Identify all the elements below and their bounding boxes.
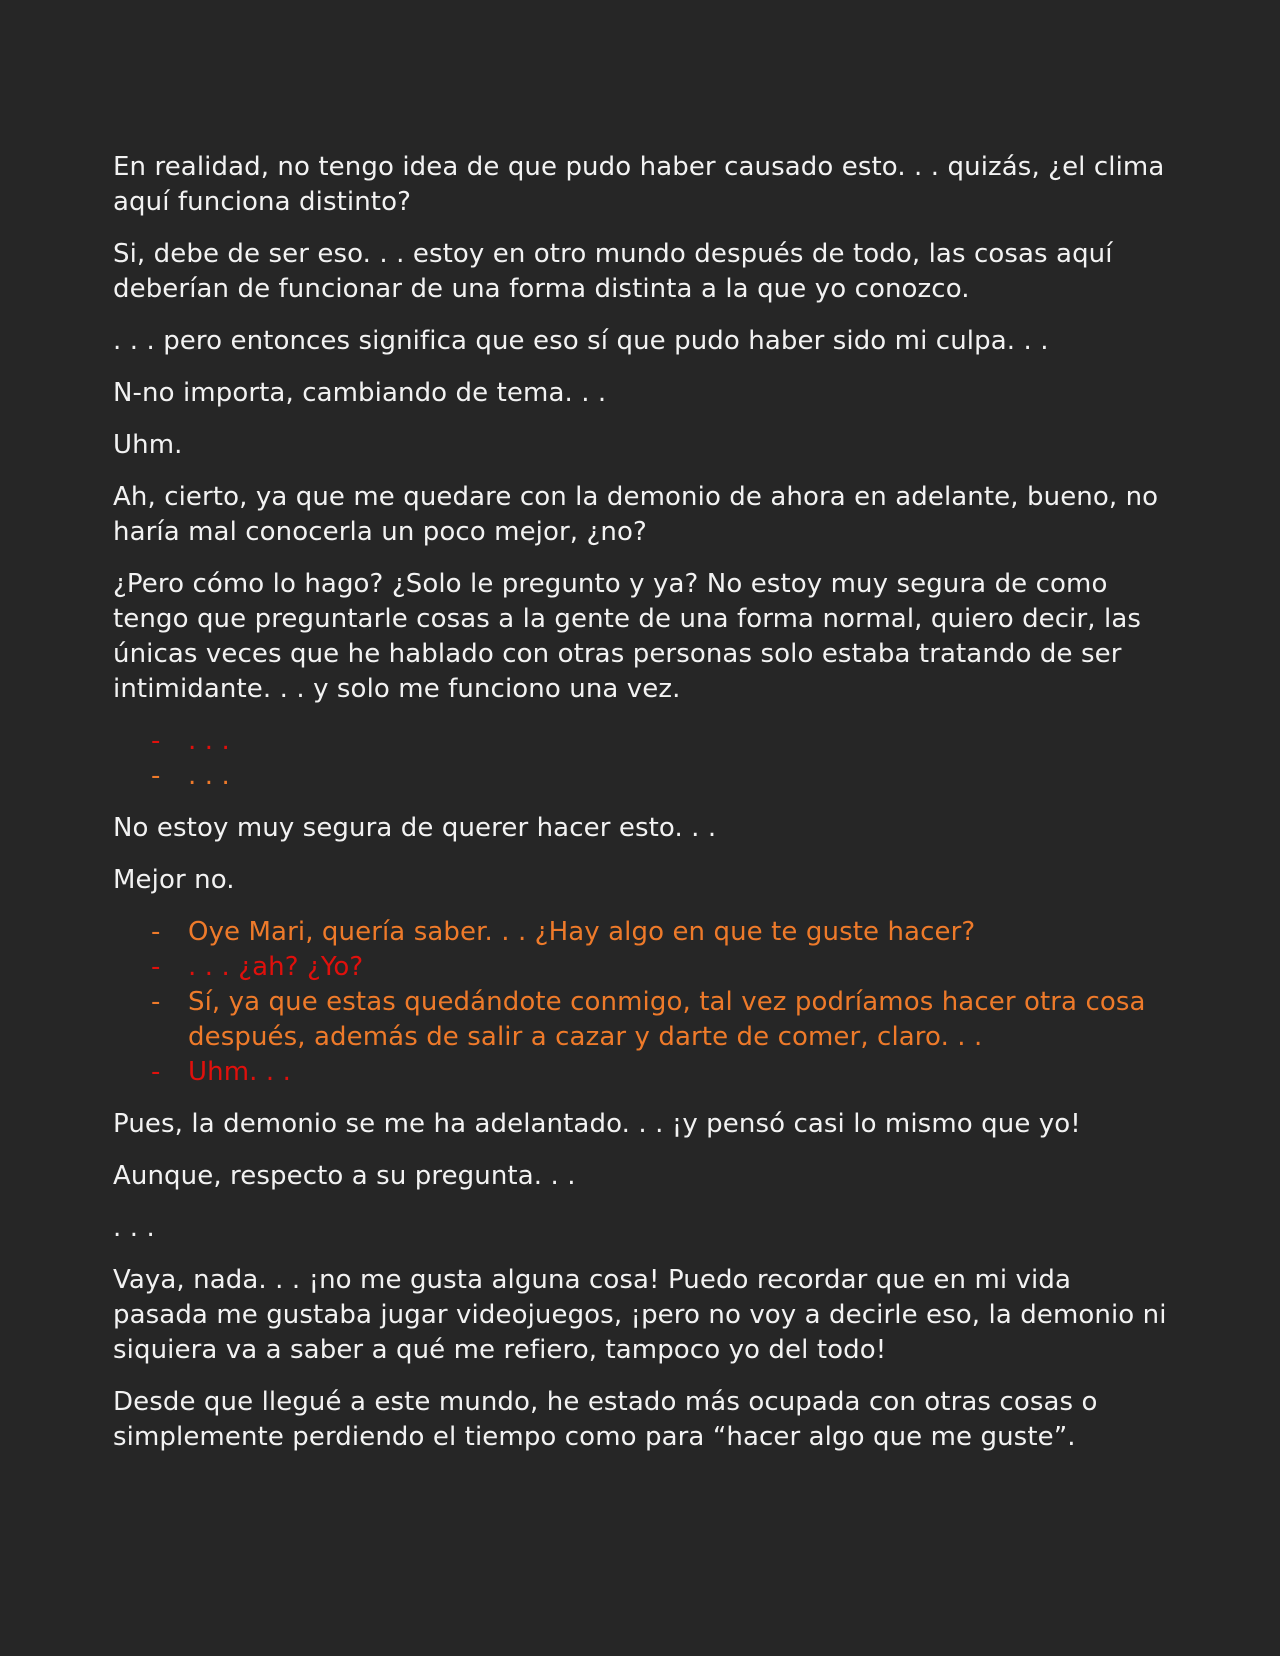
dialogue-text: . . . bbox=[188, 761, 230, 791]
dialogue-line bbox=[151, 759, 1173, 794]
paragraph: Ah, cierto, ya que me quedare con la demonio de ahora en adelante, bueno, no haría mal conocerla un poco mejor, ¿no? bbox=[113, 482, 1159, 547]
dialogue-text: Uhm. . . bbox=[188, 1057, 291, 1087]
paragraph: En realidad, no tengo idea de que pudo haber causado esto. . . quizás, ¿el clima aquí funciona distinto? bbox=[113, 152, 1165, 217]
dialogue-line bbox=[151, 985, 1173, 1055]
dialogue-text: . . . ¿ah? ¿Yo? bbox=[188, 952, 364, 982]
dialogue-text: Sí, ya que estas quedándote conmigo, tal vez podríamos hacer otra cosa después, además de salir a cazar y darte de comer, claro. . . bbox=[188, 987, 1146, 1052]
dialogue-dash: - bbox=[151, 917, 161, 947]
paragraph: Si, debe de ser eso. . . estoy en otro mundo después de todo, las cosas aquí deberían de funcionar de una forma distinta a la que yo conozco. bbox=[113, 239, 1113, 304]
paragraph: Vaya, nada. . . ¡no me gusta alguna cosa! Puedo recordar que en mi vida pasada me gustaba jugar videojuegos, ¡pero no voy a decirle eso, la demonio ni siquiera va a saber a qué me refiero, tampoco yo del todo! bbox=[113, 1265, 1167, 1365]
dialogue-line bbox=[151, 724, 1173, 759]
dialogue-dash: - bbox=[151, 1057, 161, 1087]
dialogue-text: . . . bbox=[188, 726, 230, 756]
paragraph: . . . pero entonces significa que eso sí que pudo haber sido mi culpa. . . bbox=[113, 326, 1049, 356]
paragraph: . . . bbox=[113, 1213, 155, 1243]
paragraph: Aunque, respecto a su pregunta. . . bbox=[113, 1161, 576, 1191]
paragraph: Pues, la demonio se me ha adelantado. . . ¡y pensó casi lo mismo que yo! bbox=[113, 1109, 1081, 1139]
dialogue-dash: - bbox=[151, 761, 161, 791]
paragraph: Uhm. bbox=[113, 430, 183, 460]
dialogue-block bbox=[113, 724, 1173, 794]
paragraph: N-no importa, cambiando de tema. . . bbox=[113, 378, 607, 408]
paragraph: No estoy muy segura de querer hacer esto. . . bbox=[113, 813, 717, 843]
dialogue-text: Oye Mari, quería saber. . . ¿Hay algo en que te guste hacer? bbox=[188, 917, 976, 947]
dialogue-line bbox=[151, 1055, 1173, 1090]
dialogue-dash: - bbox=[151, 987, 161, 1017]
dialogue-dash: - bbox=[151, 726, 161, 756]
dialogue-dash: - bbox=[151, 952, 161, 982]
paragraph: Desde que llegué a este mundo, he estado más ocupada con otras cosas o simplemente perdiendo el tiempo como para “hacer algo que me guste”. bbox=[113, 1387, 1098, 1452]
dialogue-block bbox=[113, 915, 1173, 1090]
dialogue-line bbox=[151, 950, 1173, 985]
document-page bbox=[113, 150, 1173, 1472]
dialogue-line bbox=[151, 915, 1173, 950]
paragraph: Mejor no. bbox=[113, 865, 235, 895]
paragraph: ¿Pero cómo lo hago? ¿Solo le pregunto y ya? No estoy muy segura de como tengo que preguntarle cosas a la gente de una forma normal, quiero decir, las únicas veces que he hablado con otras personas solo estaba tratando de ser intimidante. . . y solo me funciono una vez. bbox=[113, 569, 1142, 704]
